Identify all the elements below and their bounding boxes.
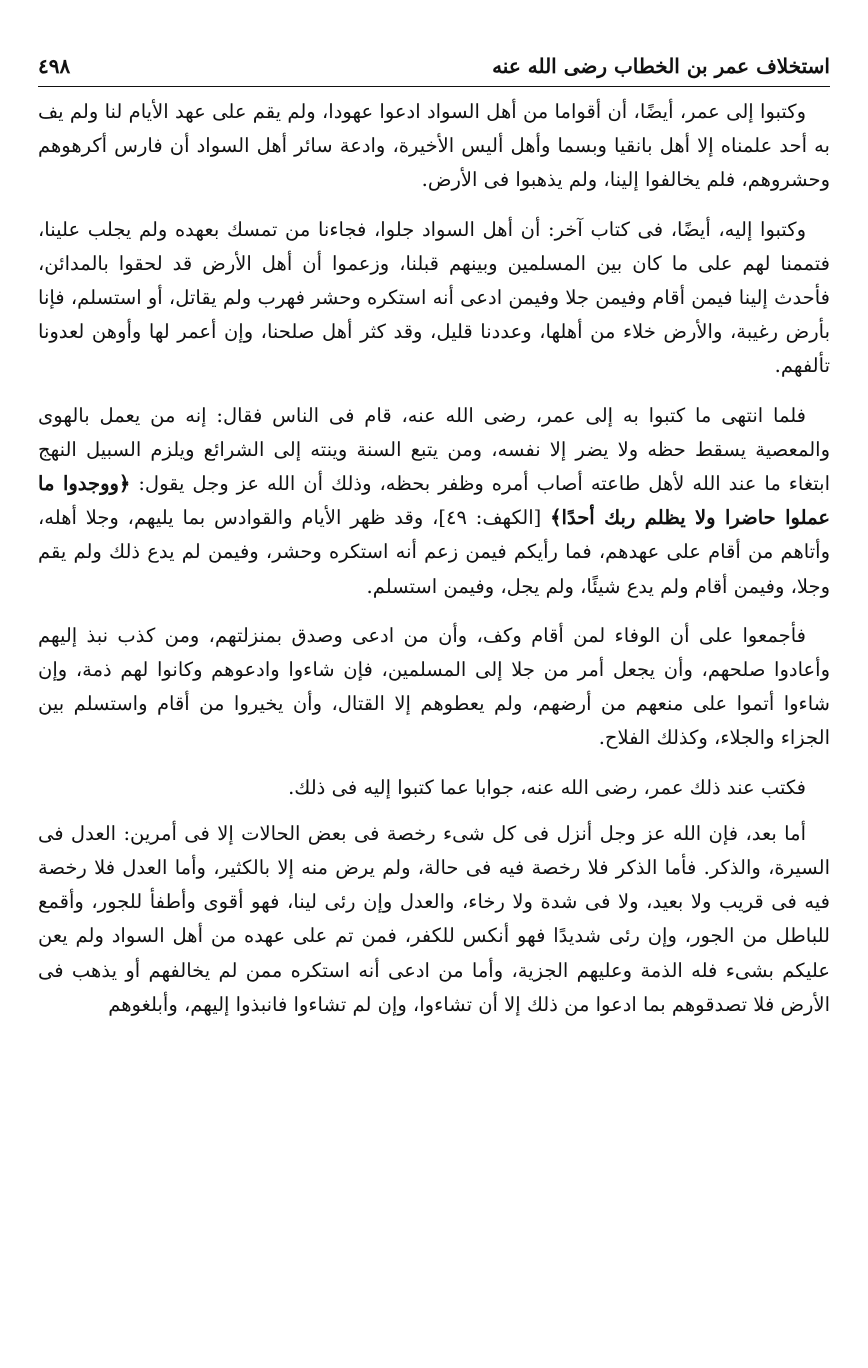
paragraph-2: وكتبوا إليه، أيضًا، فى كتاب آخر: أن أهل السواد جلوا، فجاءنا من تمسك بعهده ولم يجلب علينا، فتممنا لهم على ما كان بين المسلمين وبينهم قبلنا، وزعموا أن أهل الأرض قد لحقوا بالمدائن، فأحدث إلينا فيمن أقام وفيمن جلا وفيمن ادعى أنه استكره وحشر فهرب ولم يقاتل، أو استسلم، فإنا بأرض رغيبة، والأرض خلاء من أهلها، وعددنا قليل، وقد كثر أهل صلحنا، وإن أعمر لها وأوهن لعدونا تألفهم. <box>38 217 830 378</box>
paragraph-3-text-before: فلما انتهى ما كتبوا به إلى عمر، رضى الله عنه، قام فى الناس فقال: إنه من يعمل بالهوى والمعصية يسقط حظه ولا يضر إلا نفسه، ومن يتبع السنة وينته إلى الشرائع ويلزم السبيل النهج ابتغاء ما عند الله لأهل طاعته أصاب أمره وظفر بحظه، وذلك أن الله عز وجل يقول: <box>38 403 831 496</box>
page-header <box>38 52 830 87</box>
quran-verse: ﴿ووجدوا ما عملوا حاضرا ولا يظلم ربك أحدًا﴾ <box>38 472 830 530</box>
paragraph-3-text-after: [الكهف: ٤٩]، وقد ظهر الأيام والقوادس بما يليهم، وجلا أهله، وأتاهم من أقام على عهدهم، فما رأيكم فيمن زعم أنه استكره وحشر، وفيمن لم يدع ذلك ولم يقم وجلا، وفيمن أقام ولم يدع شيئًا، ولم يجل، وفيمن استسلم. <box>38 506 830 598</box>
paragraph-5: فكتب عند ذلك عمر، رضى الله عنه، جوابا عما كتبوا إليه فى ذلك. <box>288 775 806 799</box>
page-number: ٤٩٨ <box>38 54 71 78</box>
paragraph-6: أما بعد، فإن الله عز وجل أنزل فى كل شىء رخصة فى بعض الحالات إلا فى أمرين: العدل فى السيرة، والذكر. فأما الذكر فلا رخصة فيه فى حالة، ولم يرض منه إلا بالكثير، وأما العدل فلا رخصة فيه فى قريب ولا بعيد، ولا فى شدة ولا رخاء، والعدل وإن رئى لينا، فهو أقوى وأطفأ للجور، وأقمع للباطل من الجور، وإن رئى شديدًا فهو أنكس للكفر، فمن تم على عهده من أهل السواد ولم يعن عليكم بشىء فله الذمة وعليهم الجزية، وأما من ادعى أنه استكره ممن لم يخالفهم أو يذهب فى الأرض فلا تصدقوهم بما ادعوا من ذلك إلا أن تشاءوا، وإن لم تشاءوا فانبذوا إليهم، وأبلغوهم <box>38 821 830 1016</box>
running-title: استخلاف عمر بن الخطاب رضى الله عنه <box>492 54 830 78</box>
paragraph-4: فأجمعوا على أن الوفاء لمن أقام وكف، وأن من ادعى وصدق بمنزلتهم، ومن كذب نبذ إليهم وأعادوا صلحهم، وأن يجعل أمر من جلا إلى المسلمين، فإن شاءوا وادعوهم وكانوا لهم ذمة، وإن شاءوا أتموا على منعهم من أرضهم، ولم يعطوهم إلا القتال، وأن يخيروا من أقام واستسلم بين الجزاء والجلاء، وكذلك الفلاح. <box>38 623 830 750</box>
paragraph-3 <box>38 399 830 604</box>
book-page <box>38 52 830 1022</box>
paragraph-1: وكتبوا إلى عمر، أيضًا، أن أقواما من أهل السواد ادعوا عهودا، ولم يقم على عهد الأيام لنا ولم يف به أحد علمناه إلا أهل بانقيا وبسما وأهل أليس الأخيرة، وادعة سائر أهل السواد أن فارس أكرهوهم وحشروهم، فلم يخالفوا إلينا، ولم يذهبوا فى الأرض. <box>38 100 830 192</box>
